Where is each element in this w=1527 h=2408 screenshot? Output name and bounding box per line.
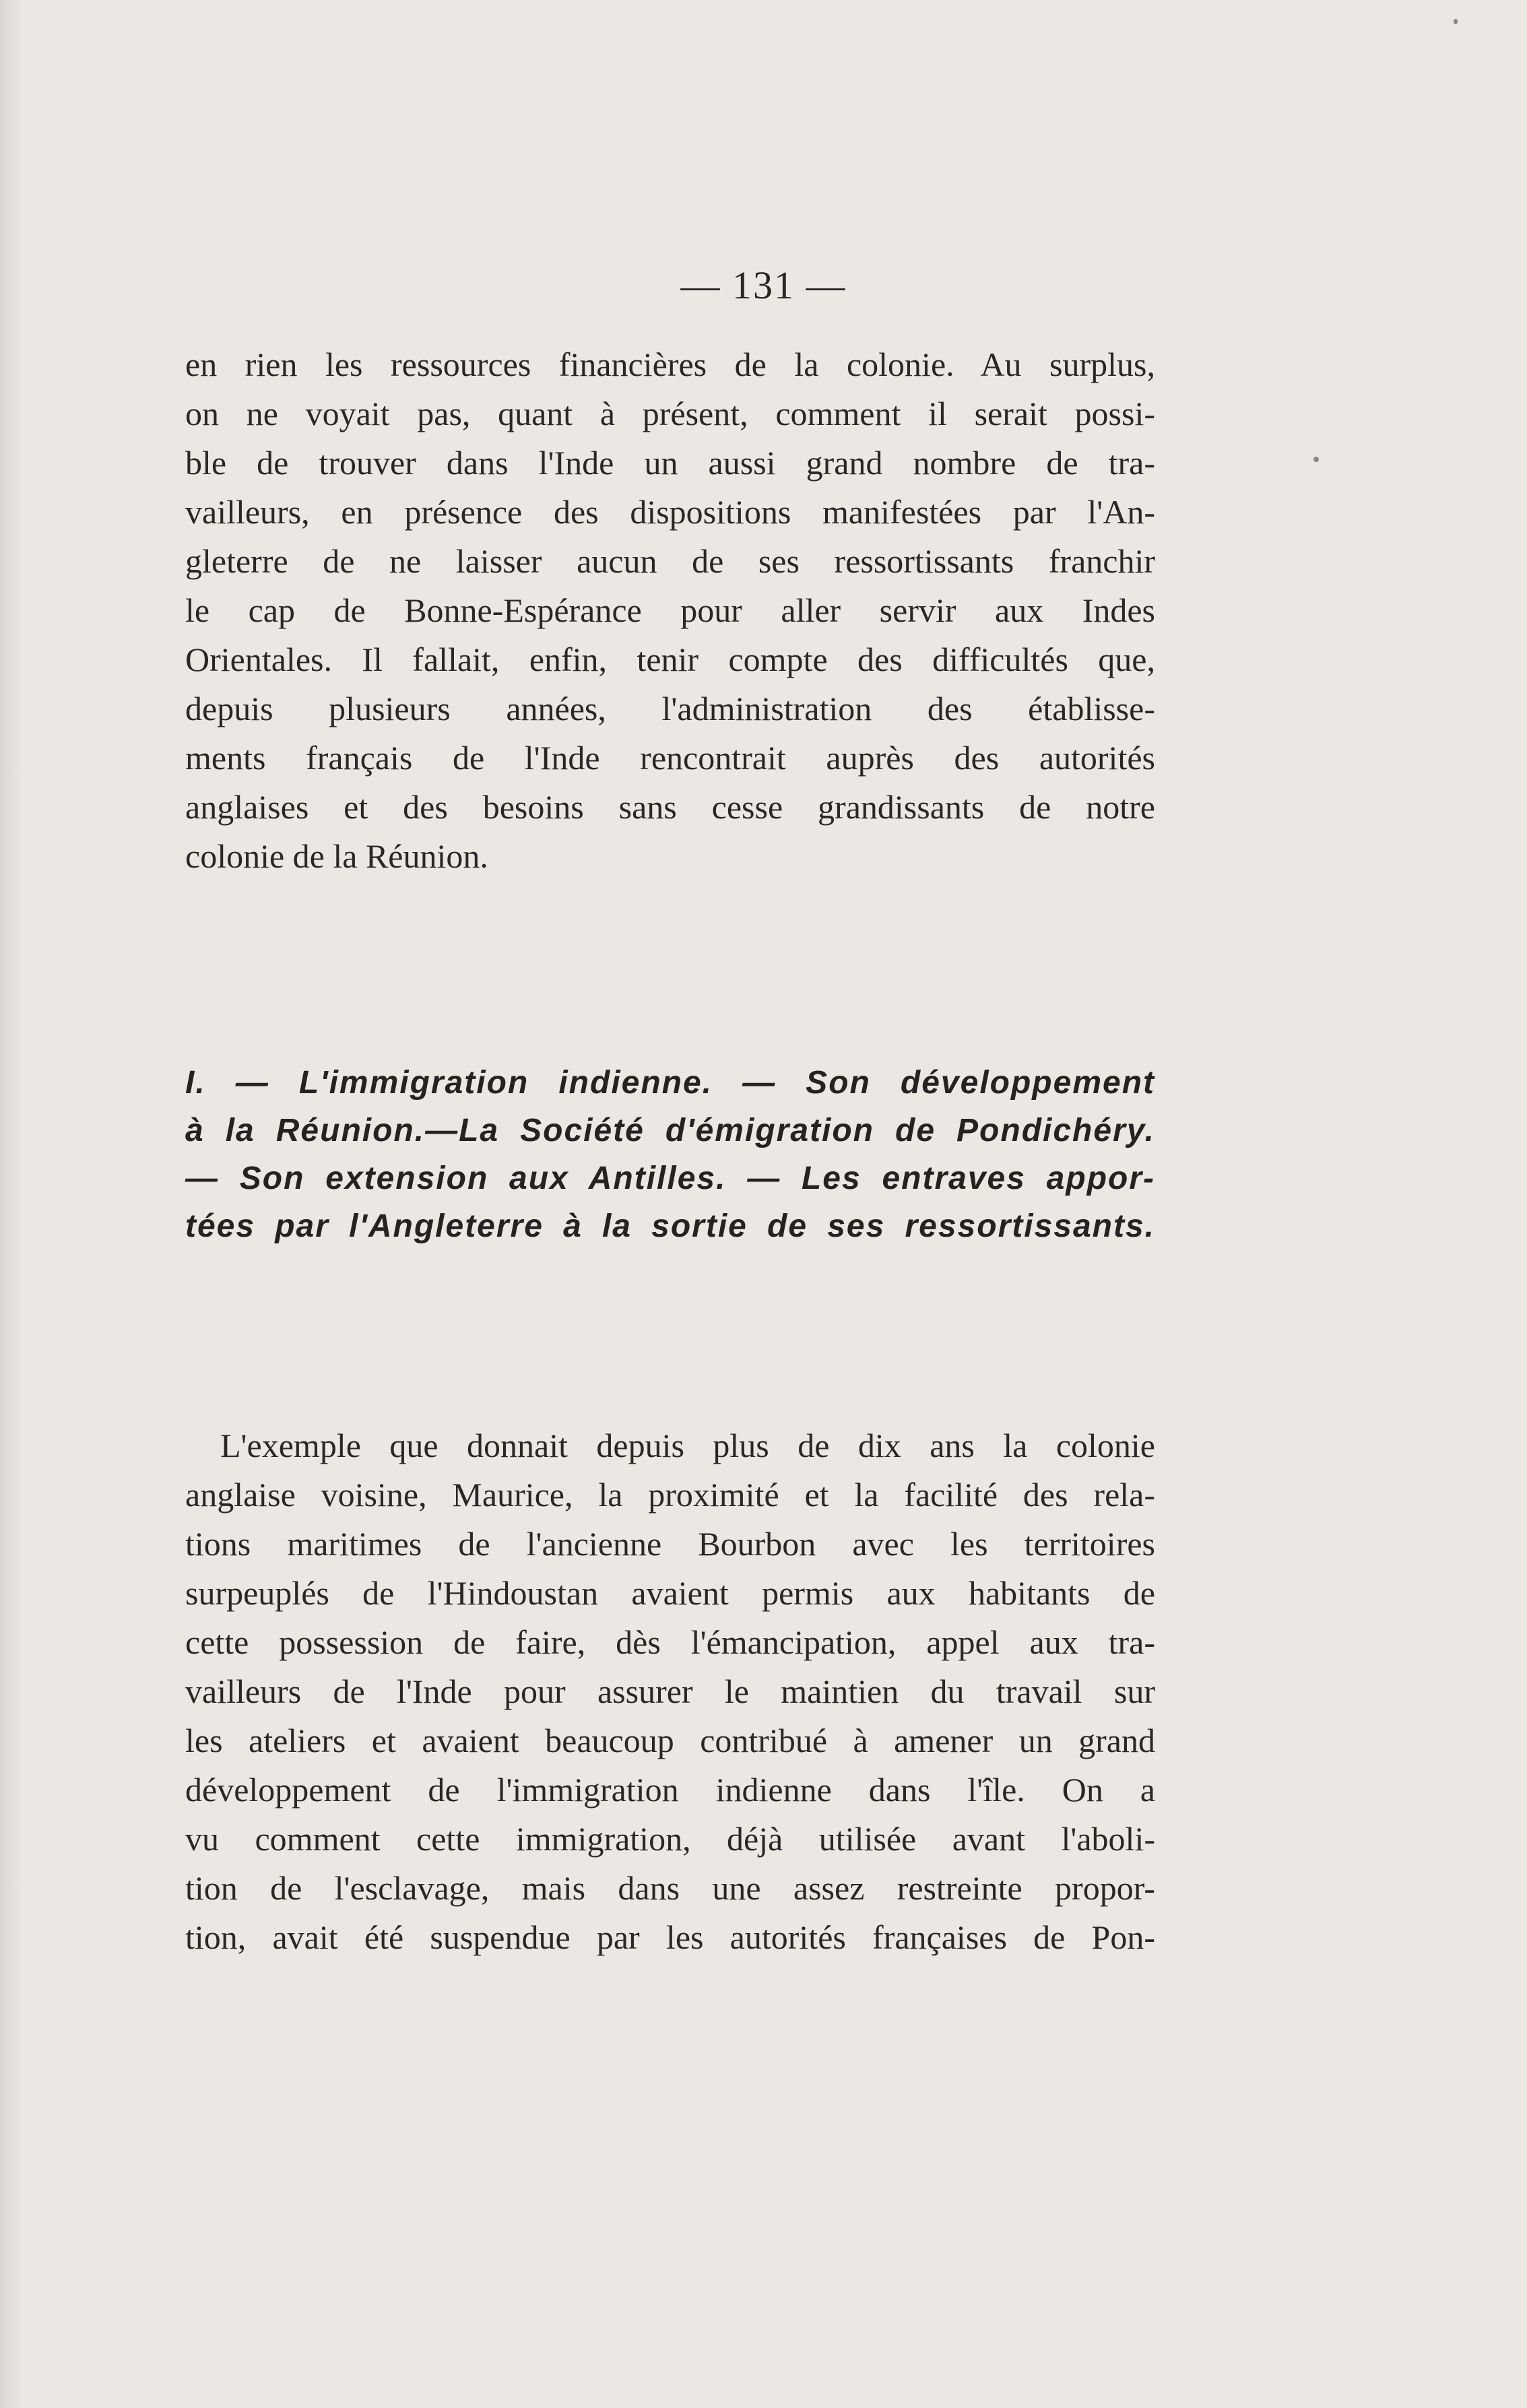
paragraph-2-line: tion, avait été suspendue par les autorités françaises de Pon- [185,1918,1155,1956]
page-binding-edge [0,0,23,2408]
paper-speck [1313,457,1319,462]
paper-speck [1454,19,1458,24]
paragraph-1-line: en rien les ressources financières de la colonie. Au surplus, [185,346,1155,383]
paragraph-2 [185,1421,1155,1962]
paragraph-1-line: gleterre de ne laisser aucun de ses ressortissants franchir [185,542,1155,580]
paragraph-1-line: vailleurs, en présence des dispositions manifestées par l'An- [185,493,1155,531]
paragraph-1-line: anglaises et des besoins sans cesse grandissants de notre [185,788,1155,826]
paragraph-2-line: vu comment cette immigration, déjà utilisée avant l'aboli- [185,1820,1155,1858]
paragraph-1-line: Orientales. Il fallait, enfin, tenir compte des difficultés que, [185,641,1155,678]
section-heading-line: à la Réunion.—La Société d'émigration de Pondichéry. [185,1113,1155,1148]
section-heading-line: I. — L'immigration indienne. — Son développement [185,1065,1155,1101]
paragraph-1-line: le cap de Bonne-Espérance pour aller servir aux Indes [185,591,1155,629]
paragraph-1-line: on ne voyait pas, quant à présent, comment il serait possi- [185,395,1155,432]
paragraph-2-line: développement de l'immigration indienne dans l'île. On a [185,1771,1155,1809]
page-number: — 131 — [680,263,847,307]
paragraph-2-line: vailleurs de l'Inde pour assurer le maintien du travail sur [185,1672,1155,1710]
paragraph-2-line: tion de l'esclavage, mais dans une assez restreinte propor- [185,1869,1155,1907]
paragraph-1-line: ments français de l'Inde rencontrait auprès des autorités [185,739,1155,777]
paragraph-2-line: anglaise voisine, Maurice, la proximité et la facilité des rela- [185,1476,1155,1514]
paragraph-1-line: colonie de la Réunion. [185,837,488,875]
paragraph-2-line: surpeuplés de l'Hindoustan avaient permis aux habitants de [185,1574,1155,1612]
paragraph-2-line: L'exemple que donnait depuis plus de dix ans la colonie [220,1427,1155,1464]
paragraph-1-line: ble de trouver dans l'Inde un aussi grand nombre de tra- [185,444,1155,482]
section-heading-line: — Son extension aux Antilles. — Les entraves appor- [185,1161,1155,1196]
section-heading [185,1059,1155,1250]
section-heading-line: tées par l'Angleterre à la sortie de ses ressortissants. [185,1208,1155,1244]
paragraph-1-line: depuis plusieurs années, l'administration des établisse- [185,690,1155,727]
paragraph-2-line: tions maritimes de l'ancienne Bourbon avec les territoires [185,1525,1155,1563]
paragraph-1 [185,340,1155,881]
paragraph-2-line: cette possession de faire, dès l'émancipation, appel aux tra- [185,1623,1155,1661]
paragraph-2-line: les ateliers et avaient beaucoup contribué à amener un grand [185,1722,1155,1759]
